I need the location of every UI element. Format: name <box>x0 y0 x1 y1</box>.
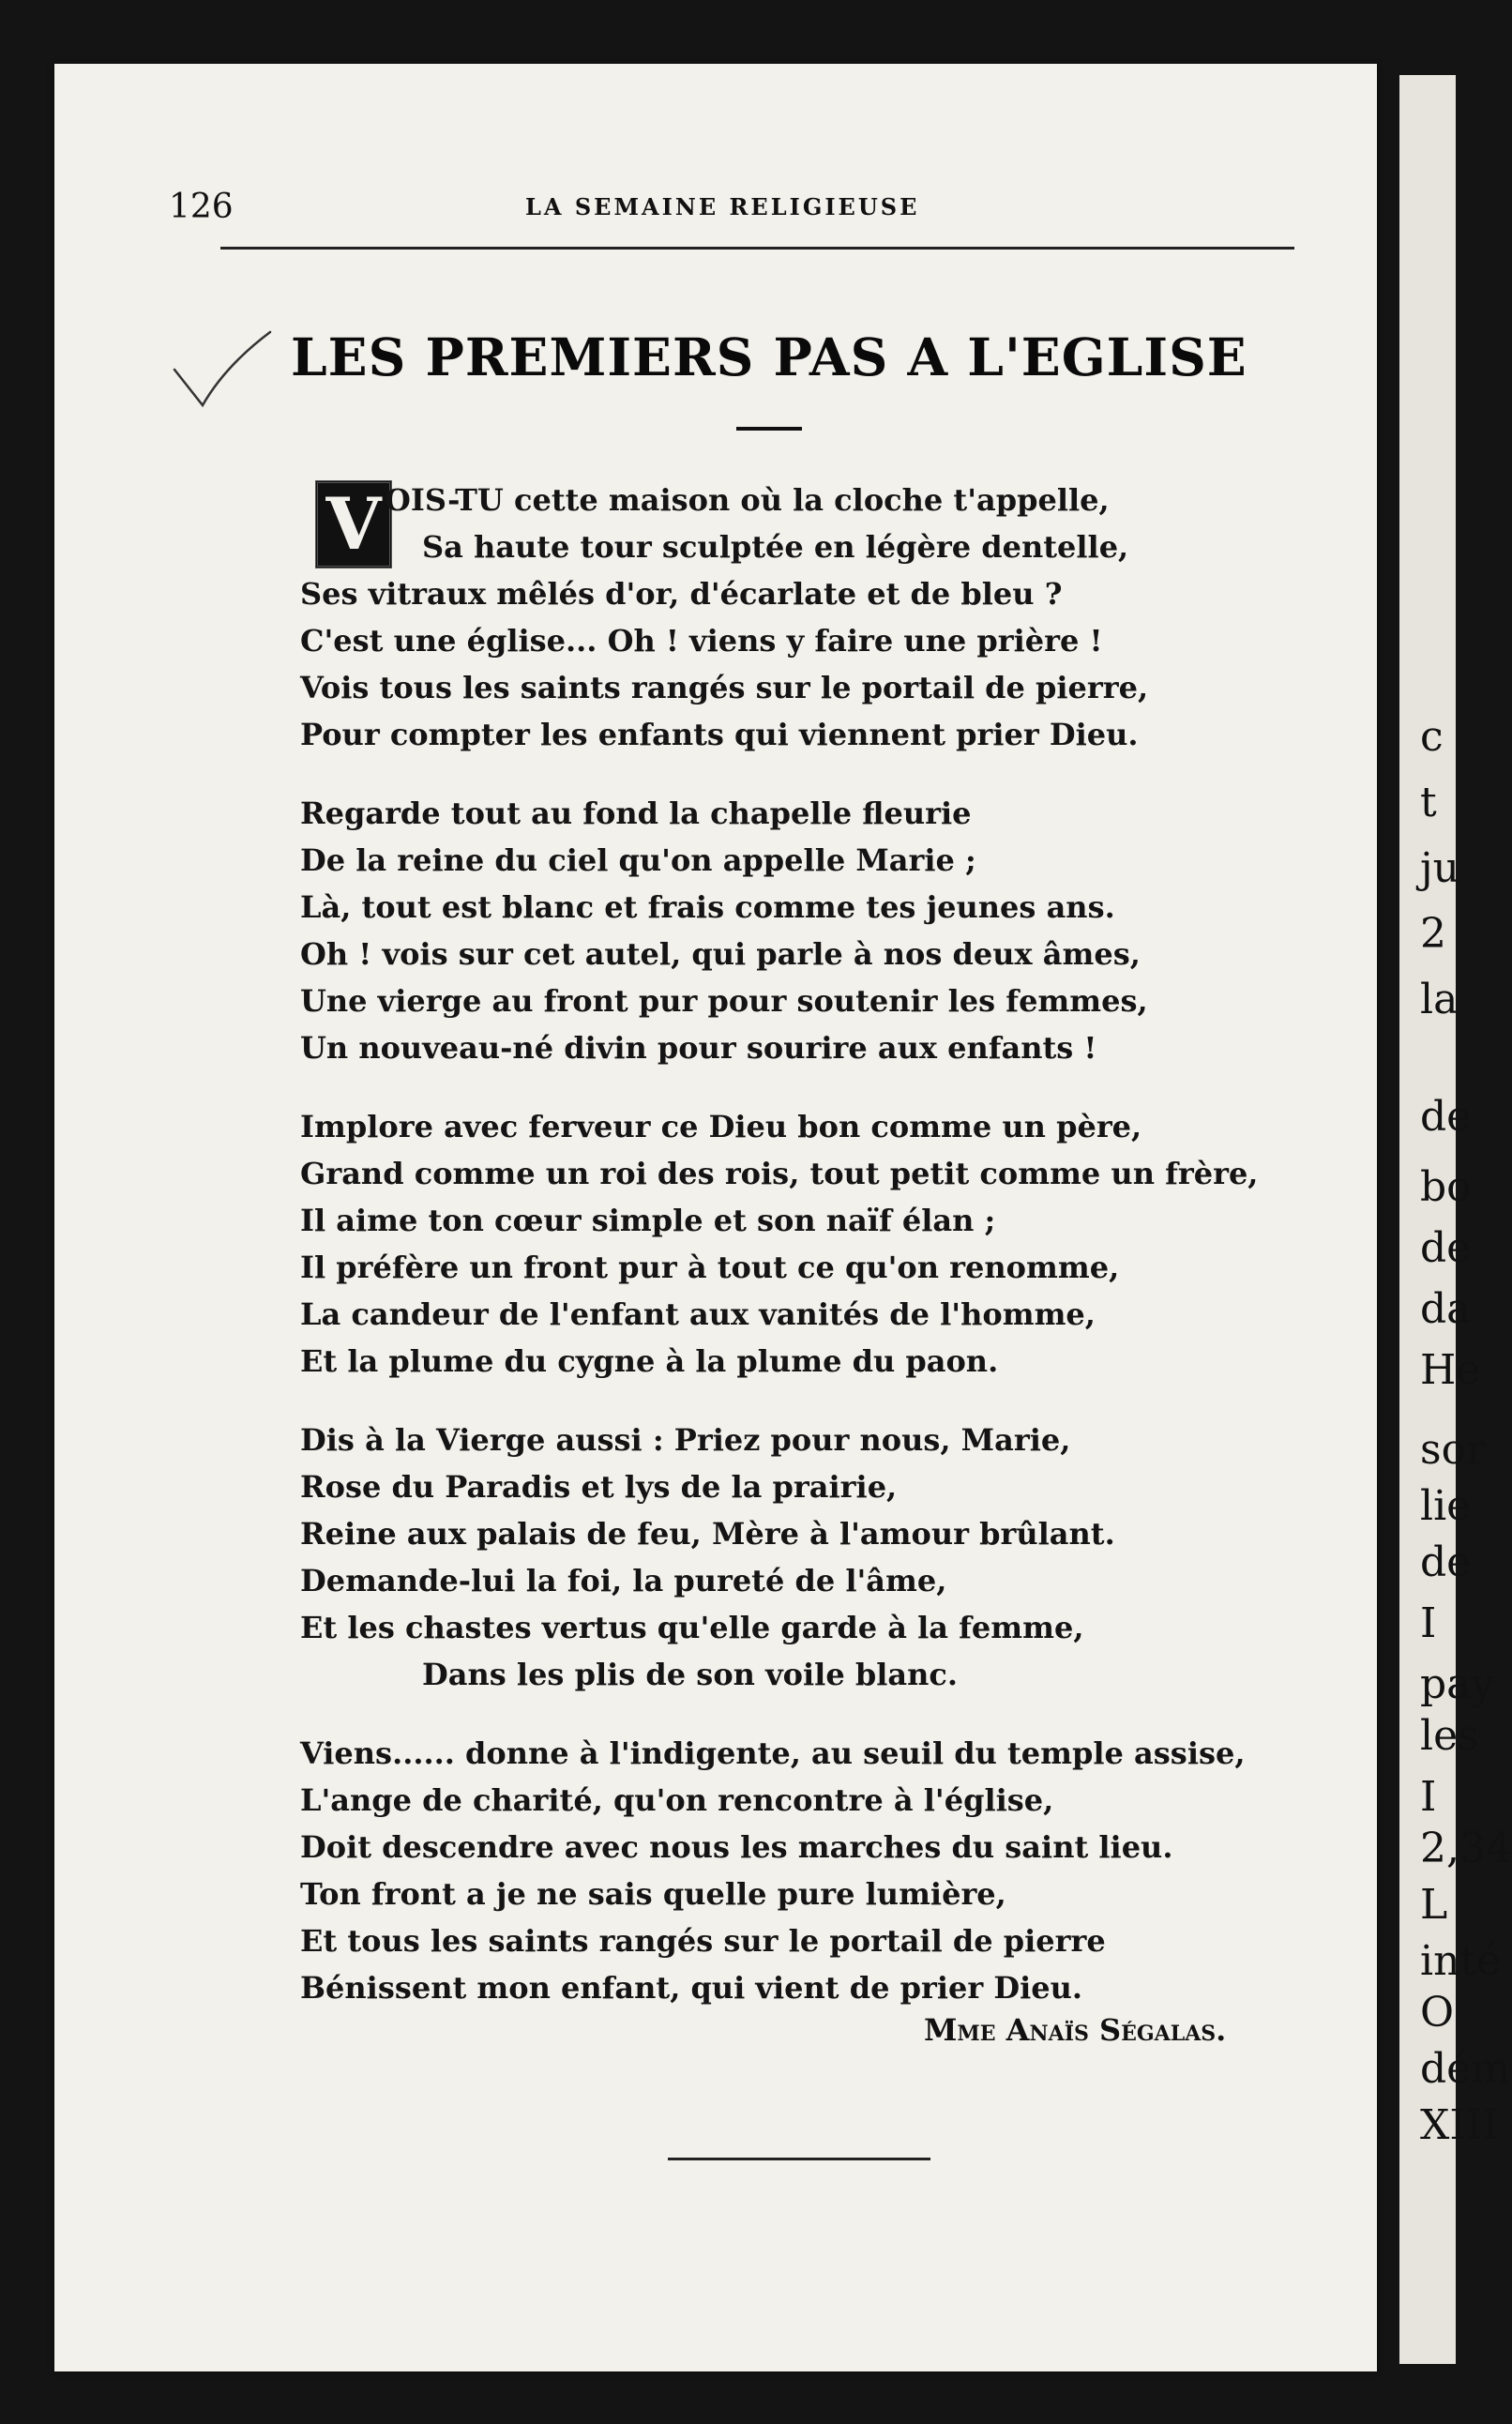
page-number: 126 <box>169 188 234 226</box>
title-rule <box>736 427 802 431</box>
poem-line: Et la plume du cygne à la plume du paon. <box>300 1343 999 1379</box>
stanza <box>300 790 1294 1071</box>
poem-line: Et tous les saints rangés sur le portail de pierre <box>300 1923 1106 1959</box>
drop-cap: V <box>315 480 392 568</box>
poem-line: Et les chastes vertus qu'elle garde à la femme, <box>300 1610 1084 1645</box>
adjacent-fragment: O <box>1420 1989 1455 2037</box>
poem-line: OIS-TU cette maison où la cloche t'appelle, <box>385 482 1110 518</box>
adjacent-fragment: I <box>1420 1773 1437 1821</box>
adjacent-fragment: c <box>1420 713 1444 761</box>
poem-line: Oh ! vois sur cet autel, qui parle à nos deux âmes, <box>300 936 1141 972</box>
adjacent-fragment: pay <box>1420 1660 1495 1708</box>
poem-line: L'ange de charité, qu'on rencontre à l'église, <box>300 1782 1054 1818</box>
adjacent-fragment: ju <box>1420 844 1459 892</box>
adjacent-fragment: t <box>1420 779 1437 826</box>
adjacent-fragment: de <box>1420 1224 1472 1272</box>
poem-line: Grand comme un roi des rois, tout petit comme un frère, <box>300 1156 1259 1191</box>
poem-line: Rose du Paradis et lys de la prairie, <box>300 1469 898 1505</box>
adjacent-fragment: L <box>1420 1881 1448 1929</box>
poem-line: Reine aux palais de feu, Mère à l'amour brûlant. <box>300 1516 1115 1552</box>
poem-line: Dans les plis de son voile blanc. <box>422 1657 958 1692</box>
poem-line: Implore avec ferveur ce Dieu bon comme un père, <box>300 1109 1142 1144</box>
header-rule <box>220 247 1294 250</box>
stanza <box>300 1730 1294 2011</box>
poem-line: Il aime ton cœur simple et son naïf élan ; <box>300 1203 996 1238</box>
poem-line: Dis à la Vierge aussi : Priez pour nous, Marie, <box>300 1422 1071 1458</box>
poem-line: Bénissent mon enfant, qui vient de prier Dieu. <box>300 1970 1082 2006</box>
poem-line: La candeur de l'enfant aux vanités de l'homme, <box>300 1296 1096 1332</box>
poem-line: C'est une église... Oh ! viens y faire une prière ! <box>300 623 1103 659</box>
adjacent-fragment: da <box>1420 1285 1472 1333</box>
poem-line: Une vierge au front pur pour soutenir les femmes, <box>300 983 1148 1019</box>
poem-line: Pour compter les enfants qui viennent prier Dieu. <box>300 717 1139 752</box>
adjacent-fragment: I <box>1420 1599 1437 1647</box>
running-head: LA SEMAINE RELIGIEUSE <box>525 193 920 220</box>
adjacent-fragment: He <box>1420 1346 1481 1394</box>
adjacent-fragment: la <box>1420 976 1459 1023</box>
adjacent-fragment: de <box>1420 1093 1472 1141</box>
poem-body <box>300 477 1294 2011</box>
adjacent-fragment: XIII <box>1420 2101 1499 2149</box>
poem-line: Doit descendre avec nous les marches du saint lieu. <box>300 1829 1173 1865</box>
handwritten-checkmark-icon <box>169 328 272 413</box>
poem-title: LES PREMIERS PAS A L'EGLISE <box>291 326 1247 387</box>
poem-line: Sa haute tour sculptée en légère dentelle, <box>422 529 1129 565</box>
adjacent-fragment: 2 <box>1420 910 1446 958</box>
adjacent-fragment: lie <box>1420 1482 1472 1530</box>
adjacent-fragment: dém <box>1420 2045 1510 2093</box>
poem-line: Regarde tout au fond la chapelle fleurie <box>300 795 972 831</box>
poem-line: Vois tous les saints rangés sur le portail de pierre, <box>300 670 1149 705</box>
poem-line: De la reine du ciel qu'on appelle Marie ; <box>300 842 976 878</box>
adjacent-fragment: les <box>1420 1712 1479 1760</box>
adjacent-page-edge <box>1399 75 1512 2364</box>
author-signature: Mme Anaïs Ségalas. <box>924 2012 1227 2048</box>
poem-line: Un nouveau-né divin pour sourire aux enfants ! <box>300 1030 1097 1066</box>
poem-line: Là, tout est blanc et frais comme tes jeunes ans. <box>300 889 1115 925</box>
adjacent-fragment: 2,34 <box>1420 1825 1512 1872</box>
stanza <box>300 477 1294 758</box>
poem-line: Ton front a je ne sais quelle pure lumière, <box>300 1876 1006 1912</box>
adjacent-fragment: inté <box>1420 1937 1502 1985</box>
adjacent-fragment: de <box>1420 1538 1472 1586</box>
adjacent-fragment: bo <box>1420 1163 1472 1211</box>
stanza <box>300 1417 1294 1698</box>
poem-line: Demande-lui la foi, la pureté de l'âme, <box>300 1563 947 1598</box>
poem-line: Il préfère un front pur à tout ce qu'on renomme, <box>300 1250 1120 1285</box>
stanza <box>300 1103 1294 1385</box>
poem-line: Viens...... donne à l'indigente, au seuil du temple assise, <box>300 1735 1246 1771</box>
adjacent-fragment: sor <box>1420 1426 1487 1474</box>
poem-line: Ses vitraux mêlés d'or, d'écarlate et de bleu ? <box>300 576 1063 612</box>
end-rule <box>668 2158 930 2160</box>
